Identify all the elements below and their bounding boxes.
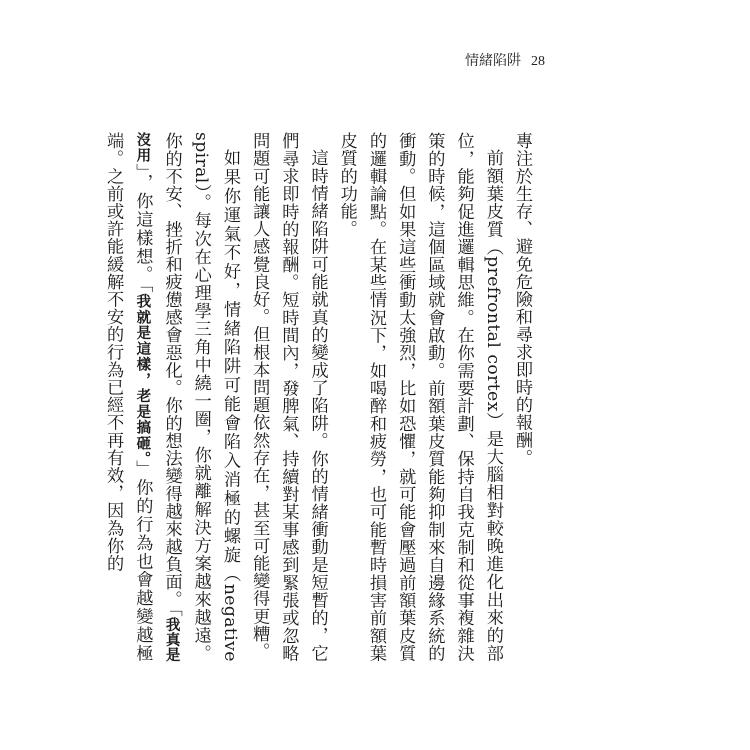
chapter-title: 情緒陷阱 bbox=[465, 53, 521, 69]
paragraph-4-part-1: 如果你運氣不好，情緒陷阱可能會陷入消極的螺旋（negative spiral）。每次在心理學三角中繞一圈，你就離解決方案越來越遠。你的不安、挫折和疲憊感會惡化。你的想法變得越來越負面。「 bbox=[161, 132, 240, 662]
running-header bbox=[465, 50, 545, 70]
quote-always-mess-up: 我就是這樣，老是搞砸。 bbox=[134, 293, 151, 460]
paragraph-4-part-3: 」，你這樣想。「 bbox=[132, 163, 153, 294]
paragraph-3: 這時情緒陷阱可能就真的變成了陷阱。你的情緒衝動是短暫的，它們尋求即時的報酬。短時間內，發脾氣、持續對某事感到緊張或忽略問題可能讓人感覺良好。但根本問題依然存在，甚至可能變得更糟。 bbox=[249, 132, 328, 662]
paragraph-1: 專注於生存、避免危險和尋求即時的報酬。 bbox=[512, 132, 532, 467]
paragraph-2: 前額葉皮質（prefrontal cortex）是大腦相對較晚進化出來的部位，能夠促進邏輯思維。在你需要計劃、保持自我克制和從事複雜決策的時候，這個區域就會啟動。前額葉皮質能夠抑制來自邊緣系統的衝動。但如果這些衝動太強烈，比如恐懼，就可能會壓過前額葉皮質的邏輯論點。在某些情況下，如喝醉和疲勞，也可能暫時損害前額葉皮質的功能。 bbox=[336, 132, 503, 662]
paragraph-4-part-5: 」你的行為也會越變越極端。之前或許能緩解不安的行為已經不再有效，因為你的 bbox=[103, 132, 153, 662]
paragraph-4 bbox=[98, 132, 244, 662]
body-text bbox=[103, 132, 536, 663]
quote-useless: 我真是沒用 bbox=[134, 132, 180, 663]
page-number: 28 bbox=[531, 54, 545, 69]
